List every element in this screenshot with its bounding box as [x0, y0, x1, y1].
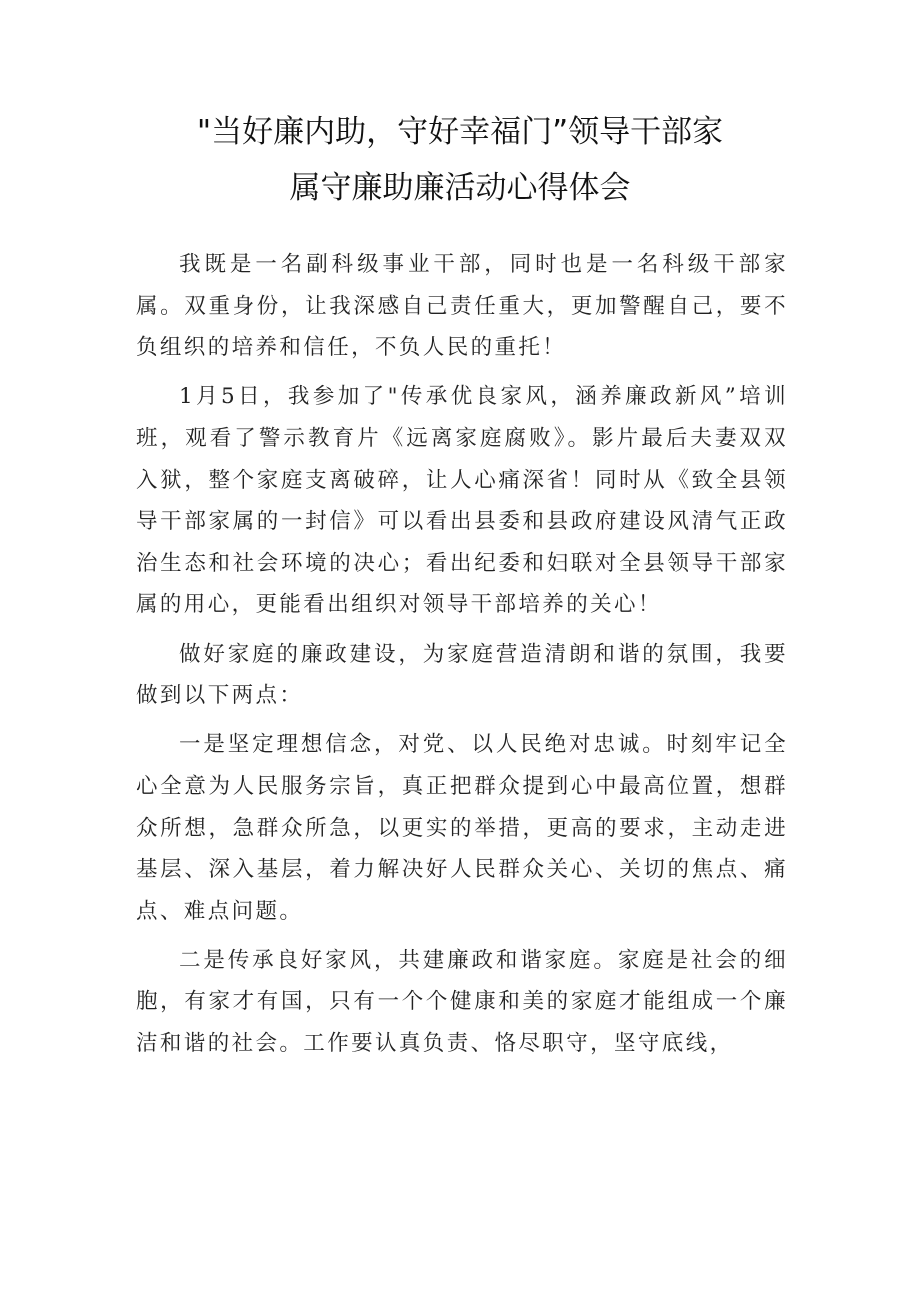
- paragraph-4: 一是坚定理想信念，对党、以人民绝对忠诚。时刻牢记全心全意为人民服务宗旨，真正把群众提到心中最高位置，想群众所想，急群众所急，以更实的举措，更高的要求，主动走进基层、深入基层，着力解决好人民群众关心、关切的焦点、痛点、难点问题。: [136, 732, 788, 924]
- paragraph-5: 二是传承良好家风，共建廉政和谐家庭。家庭是社会的细胞，有家才有国，只有一个个健康和美的家庭才能组成一个廉洁和谐的社会。工作要认真负责、恪尽职守，坚守底线，: [136, 947, 788, 1057]
- title-line-2: 属守廉助廉活动心得体会: [289, 170, 631, 206]
- title-line-1: "当好廉内助，守好幸福门”领导干部家: [196, 114, 724, 150]
- document-body: [136, 244, 788, 1072]
- document-title: [140, 104, 780, 216]
- paragraph-1: 我既是一名副科级事业干部，同时也是一名科级干部家属。双重身份，让我深感自己责任重大，更加警醒自己，要不负组织的培养和信任，不负人民的重托！: [136, 252, 788, 361]
- paragraph-3: 做好家庭的廉政建设，为家庭营造清朗和谐的氛围，我要做到以下两点：: [136, 641, 788, 709]
- paragraph-2: 1月5日，我参加了"传承优良家风，涵养廉政新风”培训班，观看了警示教育片《远离家庭腐败》。影片最后夫妻双双入狱，整个家庭支离破碎，让人心痛深省！同时从《致全县领导干部家属的一封信》可以看出县委和县政府建设风清气正政治生态和社会环境的决心；看出纪委和妇联对全县领导干部家属的用心，更能看出组织对领导干部培养的关心！: [136, 384, 789, 618]
